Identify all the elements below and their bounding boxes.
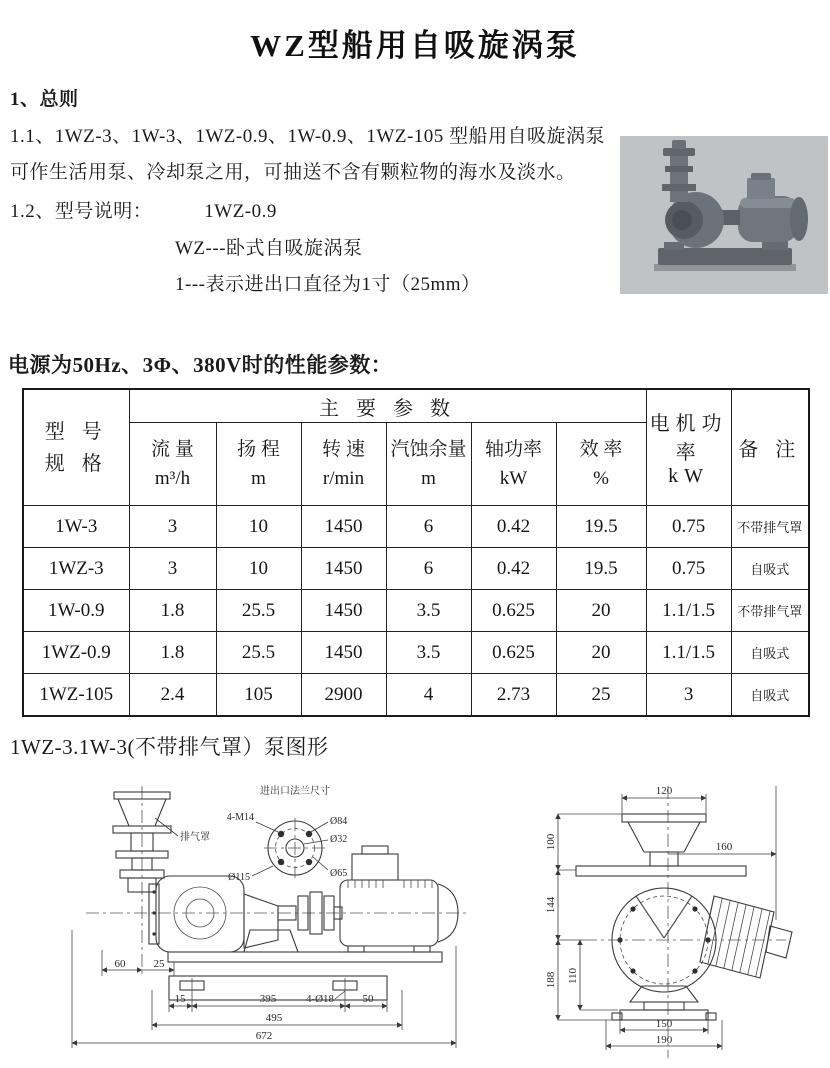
cell-flow: 1.8 bbox=[129, 590, 216, 632]
dim-15: 15 bbox=[174, 993, 186, 1005]
pump-photo bbox=[620, 136, 828, 294]
cell-flow: 1.8 bbox=[129, 632, 216, 674]
cell-head: 10 bbox=[216, 506, 301, 548]
cell-flow: 3 bbox=[129, 506, 216, 548]
col-header-model-line1: 型 号 bbox=[44, 420, 108, 443]
cell-motor: 3 bbox=[646, 674, 731, 717]
page-title: WZ型船用自吸旋涡泵 bbox=[250, 28, 580, 63]
flange-d84-label: Ø84 bbox=[330, 816, 348, 827]
col-header-main-params: 主 要 参 数 bbox=[129, 389, 646, 423]
table-row bbox=[23, 548, 809, 590]
cell-motor: 1.1/1.5 bbox=[646, 632, 731, 674]
power-name: 轴功率 bbox=[484, 438, 542, 460]
pedestal bbox=[612, 986, 716, 1020]
paragraph-1-2 bbox=[10, 196, 277, 223]
npsh-unit: m bbox=[421, 468, 436, 489]
dim-50: 50 bbox=[362, 993, 374, 1005]
flange-detail bbox=[227, 784, 347, 883]
side-dimensions bbox=[72, 930, 456, 1048]
flange-detail-title: 进出口法兰尺寸 bbox=[260, 786, 330, 797]
cell-model: 1WZ-0.9 bbox=[23, 632, 129, 674]
cell-speed: 1450 bbox=[301, 632, 386, 674]
cell-power: 0.42 bbox=[471, 548, 556, 590]
figure-caption: 1WZ-3.1W-3(不带排气罩）泵图形 bbox=[10, 735, 329, 759]
paragraph-1-1-line2: 可作生活用泵、冷却泵之用，可抽送不含有颗粒物的海水及淡水。 bbox=[10, 162, 576, 183]
model-explain-value: 1WZ-0.9 bbox=[204, 201, 277, 222]
cell-npsh: 4 bbox=[386, 674, 471, 717]
cell-eff: 19.5 bbox=[556, 548, 646, 590]
table-row bbox=[23, 590, 809, 632]
cell-head: 105 bbox=[216, 674, 301, 717]
cell-flow: 2.4 bbox=[129, 674, 216, 717]
dim-110: 110 bbox=[567, 967, 579, 985]
dim-150: 150 bbox=[655, 1018, 673, 1030]
dim-60: 60 bbox=[114, 958, 126, 970]
speed-unit: r/min bbox=[322, 468, 365, 489]
cell-remark: 自吸式 bbox=[731, 674, 809, 717]
cell-remark: 自吸式 bbox=[731, 548, 809, 590]
cell-power: 0.625 bbox=[471, 632, 556, 674]
bearing-bracket bbox=[244, 894, 298, 952]
pump-photo-art bbox=[620, 136, 828, 294]
cell-eff: 20 bbox=[556, 632, 646, 674]
cell-npsh: 3.5 bbox=[386, 632, 471, 674]
flow-unit: m³/h bbox=[154, 468, 191, 489]
motor-end bbox=[688, 888, 792, 996]
col-header-efficiency bbox=[556, 423, 646, 506]
cell-remark: 不带排气罩 bbox=[731, 590, 809, 632]
cell-speed: 2900 bbox=[301, 674, 386, 717]
pump-side-view-drawing bbox=[52, 780, 476, 1068]
eff-unit: % bbox=[593, 468, 609, 489]
head-name: 扬 程 bbox=[237, 438, 280, 460]
cell-npsh: 6 bbox=[386, 506, 471, 548]
cell-head: 10 bbox=[216, 548, 301, 590]
model-explain-label: 1.2、型号说明： bbox=[10, 201, 153, 222]
col-header-flow bbox=[129, 423, 216, 506]
flange-d32-label: Ø32 bbox=[330, 834, 348, 845]
col-header-model bbox=[23, 389, 129, 506]
section-1-heading: 1、总则 bbox=[10, 89, 79, 110]
dim-672: 672 bbox=[255, 1030, 273, 1042]
cell-model: 1WZ-105 bbox=[23, 674, 129, 717]
foundation-frame bbox=[169, 976, 387, 1000]
dim-120: 120 bbox=[655, 785, 673, 797]
cell-motor: 1.1/1.5 bbox=[646, 590, 731, 632]
cell-npsh: 3.5 bbox=[386, 590, 471, 632]
cell-head: 25.5 bbox=[216, 632, 301, 674]
col-header-speed bbox=[301, 423, 386, 506]
cell-motor: 0.75 bbox=[646, 506, 731, 548]
col-header-motor-line2: kW bbox=[668, 465, 709, 487]
flange-d115-label: Ø115 bbox=[228, 872, 250, 883]
cell-speed: 1450 bbox=[301, 506, 386, 548]
cell-remark: 自吸式 bbox=[731, 632, 809, 674]
table-row bbox=[23, 674, 809, 717]
performance-table bbox=[22, 388, 810, 717]
power-unit: kW bbox=[499, 468, 528, 489]
col-header-motor-line1: 电机功率 bbox=[649, 413, 728, 464]
dim-160: 160 bbox=[715, 841, 733, 853]
cell-head: 25.5 bbox=[216, 590, 301, 632]
dim-190: 190 bbox=[655, 1034, 673, 1046]
pump-casing-side bbox=[149, 876, 244, 952]
cell-model: 1W-3 bbox=[23, 506, 129, 548]
cell-power: 2.73 bbox=[471, 674, 556, 717]
col-header-shaft-power bbox=[471, 423, 556, 506]
table-row bbox=[23, 506, 809, 548]
dim-395: 395 bbox=[259, 993, 277, 1005]
flange-d65-label: Ø65 bbox=[330, 868, 348, 879]
dim-25: 25 bbox=[153, 958, 165, 970]
performance-params-intro: 电源为50Hz、3Φ、380V时的性能参数： bbox=[8, 353, 393, 377]
cell-remark: 不带排气罩 bbox=[731, 506, 809, 548]
cell-speed: 1450 bbox=[301, 590, 386, 632]
cell-eff: 20 bbox=[556, 590, 646, 632]
cell-model: 1W-0.9 bbox=[23, 590, 129, 632]
pump-end-view-drawing bbox=[518, 780, 818, 1068]
dim-188: 188 bbox=[545, 971, 557, 989]
motor-side bbox=[340, 846, 458, 952]
col-header-motor-power bbox=[646, 389, 731, 506]
col-header-head bbox=[216, 423, 301, 506]
cell-eff: 25 bbox=[556, 674, 646, 717]
npsh-name: 汽蚀余量 bbox=[390, 438, 467, 460]
cell-speed: 1450 bbox=[301, 548, 386, 590]
cell-eff: 19.5 bbox=[556, 506, 646, 548]
head-unit: m bbox=[251, 468, 266, 489]
baseplate bbox=[168, 952, 442, 962]
dim-100: 100 bbox=[545, 833, 557, 851]
dim-144: 144 bbox=[545, 896, 557, 914]
flow-name: 流 量 bbox=[151, 438, 194, 460]
cell-flow: 3 bbox=[129, 548, 216, 590]
exhaust-hood-label: 排气罩 bbox=[180, 832, 210, 843]
col-header-remark: 备 注 bbox=[731, 389, 809, 506]
cell-motor: 0.75 bbox=[646, 548, 731, 590]
holes-4d18: 4-Ø18 bbox=[305, 993, 335, 1005]
col-header-model-line2: 规 格 bbox=[44, 452, 108, 475]
table-row bbox=[23, 632, 809, 674]
model-explain-wz-line: WZ---卧式自吸旋涡泵 bbox=[175, 238, 363, 259]
flange-bolt-label: 4-M14 bbox=[226, 812, 254, 823]
cell-npsh: 6 bbox=[386, 548, 471, 590]
dim-495: 495 bbox=[265, 1012, 283, 1024]
model-explain-size-line: 1---表示进出口直径为1寸（25mm） bbox=[175, 274, 481, 295]
paragraph-1-1-line1: 1.1、1WZ-3、1W-3、1WZ-0.9、1W-0.9、1WZ-105 型船用自吸旋涡泵 bbox=[10, 126, 606, 147]
cell-model: 1WZ-3 bbox=[23, 548, 129, 590]
speed-name: 转 速 bbox=[322, 438, 365, 460]
eff-name: 效 率 bbox=[579, 438, 623, 460]
cell-power: 0.625 bbox=[471, 590, 556, 632]
col-header-npsh bbox=[386, 423, 471, 506]
cell-power: 0.42 bbox=[471, 506, 556, 548]
